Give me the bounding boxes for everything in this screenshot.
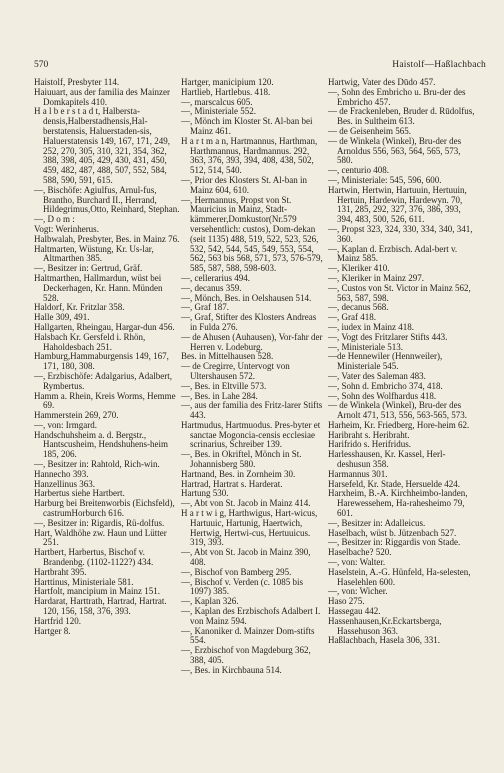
index-entry: — de Ahusen (Auhausen), Vor-fahr der Herren v. Lodeburg. (181, 331, 323, 352)
index-entry: Handschuhsheim a. d. Bergstr., Hantscusheim, Hendshuhens-heim 185, 206. (34, 429, 168, 460)
index-entry: —, Hermannus, Propst von St. Mauricius in Mainz, Stadt-kämmerer,Domkustor(Nr.579 versehentlich: custos), Dom-dekan (seit 1135) 488, 519, 522, 523, 526, 532, 542, 544, 545, 549, 553, 554, 562, 563 bis 568, 571, 573, 576-579, 585, 587, 588, 598-603. (181, 194, 323, 274)
index-entry: H a l b e r s t a d t, Halbersta-densis,Halberstadhensis,Hal-berstatensis, Haluerstaden-sis, Haluerstatensis 149, 167, 171, 249, 252, 270, 305, 310, 321, 354, 362, 388, 398, 405, 429, 430, 431, 450, 459, 482, 487, 488, 507, 552, 584, 588, 590, 591, 615. (34, 106, 170, 185)
index-entry: —, Graf 418. (328, 312, 376, 323)
index-entry: Hamburg,Hammaburgensis 149, 167, 171, 180, 308. (34, 351, 169, 372)
index-column-2 (181, 78, 325, 768)
index-entry: — de Winkela (Winkel), Bru-der des Arnoldus 556, 563, 564, 565, 573, 580. (328, 135, 462, 166)
index-entry: Haribraht s. Heribraht. (328, 429, 410, 440)
index-entry: —, Besitzer in: Rahtold, Rich-win. (34, 459, 160, 470)
index-entry: —, Besitzer in: Rigardis, Rü-dolfus. (34, 517, 165, 528)
index-entry: —, Bes. in Lahe 284. (181, 390, 258, 401)
index-entry: —, Kaplan 326. (181, 596, 239, 607)
index-entry: Hartbert, Harbertus, Bischof v. Brandenbg. (1102-1122?) 434. (34, 547, 154, 568)
index-entry: Hammerstein 269, 270. (34, 410, 119, 421)
index-entry: Haselbach, wüst b. Jützenbach 527. (328, 527, 457, 538)
index-entry: Hartbraht 395. (34, 566, 87, 577)
index-entry: —, Vater des Saleman 483. (328, 370, 426, 381)
index-entry: —, marscalcus 605. (181, 96, 253, 107)
index-entry: —, Ministeriale 552. (181, 106, 256, 117)
index-entry: Harbertus siehe Hartbert. (34, 488, 125, 499)
index-entry: Hassegau 442. (328, 606, 381, 617)
index-entry: Halsbach Kr. Gersfeld i. Rhön, Haholdesbach 251. (34, 331, 146, 352)
index-entry: —, Bischöfe: Agiulfus, Arnul-fus, Brantho, Burchard II., Herrand, Hildegrimus,Otto, Reinhard, Stephan. (34, 184, 180, 215)
index-entry: Hartger 8. (34, 625, 71, 636)
index-entry: H a r t m a n, Hartmannus, Harthman, Harthmannus, Hardmannus. 292, 363, 376, 393, 394, 408, 438, 502, 512, 514, 540. (181, 135, 318, 176)
index-entry: Harmannus 301. (328, 468, 388, 479)
index-entry: —, Graf 187. (181, 302, 229, 313)
index-entry: —, Sohn d. Embricho 374, 418. (328, 380, 443, 391)
index-entry: Hartrad, Hartrat s. Harderat. (181, 478, 283, 489)
index-entry: Hartfolt, mancipium in Mainz 151. (34, 586, 160, 597)
index-entry: —, Bischof von Bamberg 295. (181, 566, 292, 577)
index-entry: Harifrido s. Herifridus. (328, 439, 411, 450)
index-entry: Harburg bei Breitenworbis (Eichsfeld), castrumHorburch 616. (34, 498, 175, 519)
index-entry: —, Kleriker in Mainz 297. (328, 272, 424, 283)
index-entry: Hartlieb, Hartlebus. 418. (181, 86, 271, 97)
index-entry: —, Ministeriale 513. (328, 341, 403, 352)
index-entry: — de Winkela (Winkel), Bru-der des Arnolt 471, 513, 556, 563-565, 573. (328, 400, 467, 421)
page-header (34, 60, 486, 74)
index-entry: Haltmarten, Wüstung, Kr. Us-lar, Altmarthen 385. (34, 243, 154, 264)
index-entry: Hanzellinus 363. (34, 478, 95, 489)
index-entry: —, Besitzer in: Adalleicus. (328, 517, 426, 528)
index-entry: —, Sohn des Embricho u. Bru-der des Embricho 457. (328, 86, 466, 107)
index-entry: —, von: Wicher. (328, 586, 388, 597)
index-entry: Hartnand, Bes. in Zornheim 30. (181, 468, 296, 479)
index-entry: Hartfrid 120. (34, 615, 81, 626)
index-entry: —, Kleriker 410. (328, 263, 390, 274)
index-entry: — de Frackenleben, Bruder d. Rūdolfus, Bes. in Sultheim 613. (328, 106, 475, 127)
index-entry: Haselstein, A.-G. Hünfeld, Ha-selesten, Haselehlen 600. (328, 566, 471, 587)
index-entry: Hartger, manicipium 120. (181, 78, 274, 87)
index-entry: —, Graf, Stifter des Klosters Andreas in Fulda 276. (181, 312, 317, 332)
index-entry: —, Vogt des Fritzlarer Stifts 443. (328, 331, 448, 342)
index-entry: —, Besitzer in: Gertrud, Gräf. (34, 263, 143, 274)
index-entry: —, von: Walter. (328, 557, 386, 568)
index-entry: Hardarat, Harttrath, Hartrad, Hartrat. 120, 156, 158, 376, 393. (34, 596, 167, 617)
index-entry: —, Erzbischof von Magdeburg 362, 388, 405. (181, 645, 311, 666)
index-entry: Hassenhausen,Kr.Eckartsberga, Hassehuson 363. (328, 615, 442, 636)
index-entry: —de Hennewiler (Hennweiler), Ministeriale 545. (328, 351, 443, 372)
index-entry: —, Mönch im Kloster St. Al-ban bei Mainz 461. (181, 116, 313, 136)
index-entry: —, iudex in Mainz 418. (328, 321, 414, 332)
index-entry: —, centurio 408. (328, 165, 389, 176)
index-entry: Hart, Waldhöhe zw. Haun und Lütter 251. (34, 527, 167, 548)
index-entry: Harxheim, B.-A. Kirchheimbo-landen, Harewessehem, Ha-rahesheimo 79, 601. (328, 488, 468, 519)
index-entry: —, Besitzer in: Riggardis von Stade. (328, 537, 461, 548)
index-entry: —, Erzbischöfe: Adalgarius, Adalbert, Rymbertus. (34, 370, 172, 391)
index-entry: Hartwin, Hertwin, Hartuuin, Hertuuin, Hertuin, Hardewin, Hardewyn. 70, 131, 285, 292, 327, 376, 386, 393, 394, 483, 500, 526, 611. (328, 184, 467, 225)
page-number: 570 (34, 60, 49, 70)
index-entry: Halle 309, 491. (34, 312, 90, 323)
index-entry: H a r t w i g, Harthwigus, Hart-wicus, Hartuuic, Hartunig, Haertwich, Hertwig, Hertwi-cus, Hertuuicus. 319, 393. (181, 508, 318, 548)
index-entry: Harlesshausen, Kr. Kassel, Herl-deshusun 358. (328, 449, 446, 470)
index-entry: Haldorf, Kr. Fritzlar 358. (34, 302, 125, 313)
index-entry: —, Bes. in Kirchbauna 514. (181, 664, 282, 675)
index-entry: —, Kanoniker d. Mainzer Dom-stifts 554. (181, 625, 315, 646)
index-entry: —, cellerarius 494. (181, 272, 250, 283)
index-entry: —, aus der familia des Fritz-larer Stifts 443. (181, 400, 323, 421)
index-entry: Hartwig, Vater des Dūdo 457. (328, 78, 436, 87)
index-entry: — de Cregirre, Untervogt von Ultershausen 572. (181, 361, 290, 381)
index-entry: — de Geisenheim 565. (328, 125, 411, 136)
index-entry: Hartung 530. (181, 488, 229, 499)
index-entry: —, Ministeriale: 545, 596, 600. (328, 174, 442, 185)
index-entry: —, Mönch, Bes. in Oelshausen 514. (181, 292, 312, 303)
index-entry: —, D o m : (34, 214, 75, 225)
index-entry: —, Bischof v. Verden (c. 1085 bis 1097) 385. (181, 576, 303, 597)
index-entry: Harttinus, Ministeriale 581. (34, 576, 134, 587)
index-entry: Haso 275. (328, 596, 365, 607)
index-entry: Haistolf, Presbyter 114. (34, 78, 120, 87)
index-entry: —, Sohn des Wolfhardus 418. (328, 390, 437, 401)
index-entry: Haßlachbach, Hasela 306, 331. (328, 635, 440, 646)
index-entry: —, Bes. in Eltville 573. (181, 380, 267, 391)
index-entry: —, von: Irmgard. (34, 419, 97, 430)
index-entry: —, Kaplan d. Erzbisch. Adal-bert v. Mainz 585. (328, 243, 458, 264)
index-entry: Haiuuart, aus der familia des Mainzer Domkapitels 410. (34, 86, 170, 107)
running-head: Haistolf—Haßlachbach (392, 60, 486, 70)
index-column-3 (328, 78, 478, 768)
index-entry: —, Custos von St. Victor in Mainz 562, 563, 587, 598. (328, 282, 471, 303)
index-entry: Halbwalah, Presbyter, Bes. in Mainz 76. (34, 233, 180, 244)
index-entry: Harheim, Kr. Friedberg, Hore-heim 62. (328, 419, 470, 430)
index-entry: —, Kaplan des Erzbischofs Adalbert I. von Mainz 594. (181, 606, 321, 626)
index-entry: —, decanus 568. (328, 302, 389, 313)
index-entry: —, Prior des Klosters St. Al-ban in Mainz 604, 610. (181, 174, 307, 195)
index-entry: —, Abt von St. Jacob in Mainz 390, 408. (181, 547, 311, 568)
index-entry: Haselbache? 520. (328, 547, 392, 558)
index-entry: —, Propst 323, 324, 330, 334, 340, 341, 360. (328, 223, 473, 244)
index-entry: —, Abt von St. Jacob in Mainz 414. (181, 498, 311, 509)
index-entry: Hartmudus, Hartmuodus. Pres-byter et sanctae Mogoncia-censis ecclesiae scrinarius, Schreiber 139. (181, 419, 321, 450)
index-entry: Vogt: Werinherus. (34, 223, 99, 234)
index-entry: —, decanus 359. (181, 282, 242, 293)
index-entry: Bes. in Mittelhausen 528. (181, 351, 274, 362)
index-entry: —, Bes. in Okriftel, Mönch in St. Johannisberg 580. (181, 449, 302, 470)
index-entry: Hamm a. Rhein, Kreis Worms, Hemme 69. (34, 390, 176, 411)
index-entry: Haltmarthen, Hallmardun, wüst bei Deckerhagen, Kr. Hann. Münden 528. (34, 272, 163, 303)
index-column-1 (34, 78, 180, 768)
index-entry: Hallgarten, Rheingau, Hargar-dun 456. (34, 321, 175, 332)
index-entry: Harsefeld, Kr. Stade, Hersuelde 424. (328, 478, 460, 489)
index-entry: Hannecho 393. (34, 468, 89, 479)
